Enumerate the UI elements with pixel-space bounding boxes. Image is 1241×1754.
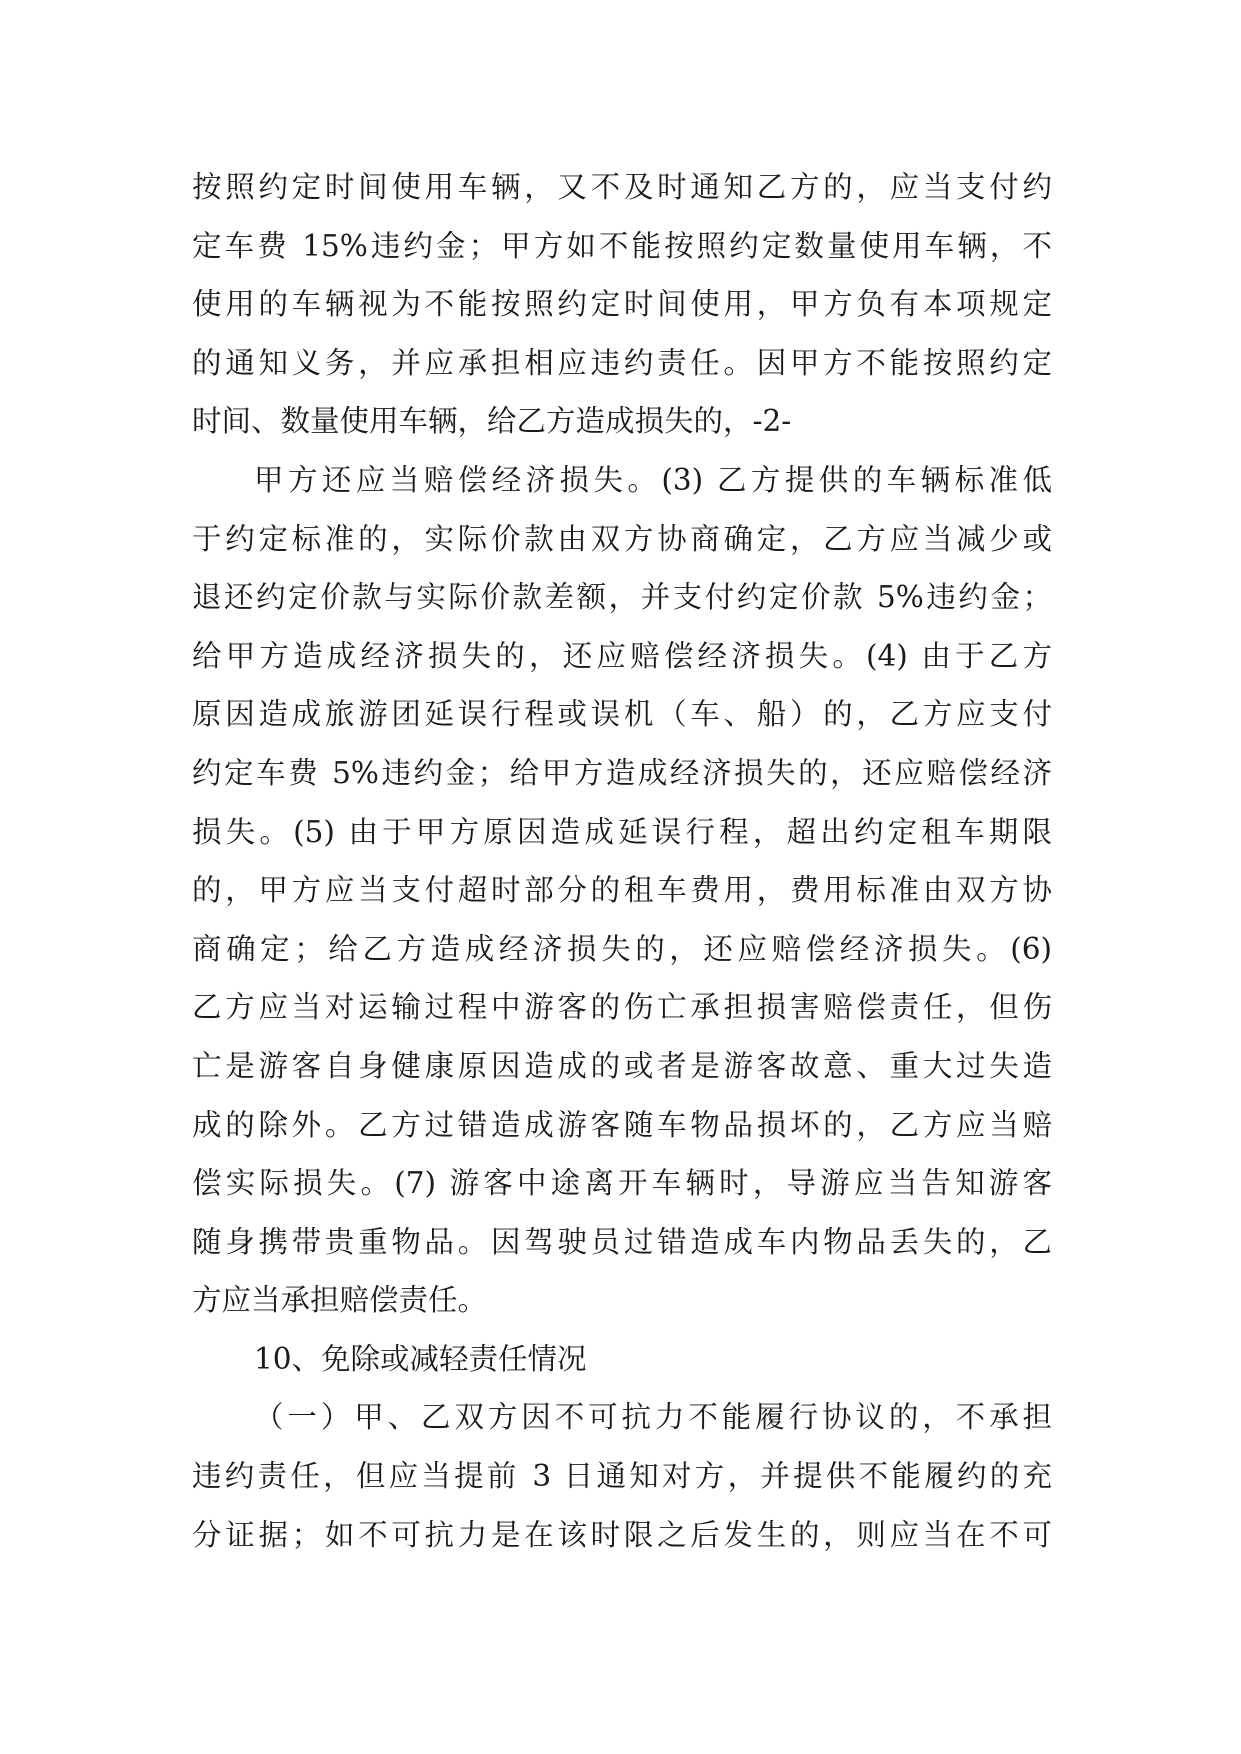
text-line: 偿实际损失。(7) 游客中途离开车辆时，导游应当告知游客 [192, 1166, 1052, 1201]
contract-text-body [192, 158, 1052, 1564]
text-line: 损失。(5) 由于甲方原因造成延误行程，超出约定租车期限 [192, 814, 1052, 849]
text-line: （一）甲、乙双方因不可抗力不能履行协议的，不承担 [254, 1400, 1052, 1435]
text-line: 给甲方造成经济损失的，还应赔偿经济损失。(4) 由于乙方 [192, 638, 1052, 673]
text-line: 退还约定价款与实际价款差额，并支付约定价款 5%违约金； [192, 580, 1052, 615]
text-line: 成的除外。乙方过错造成游客随车物品损坏的，乙方应当赔 [192, 1107, 1052, 1142]
text-line: 约定车费 5%违约金；给甲方造成经济损失的，还应赔偿经济 [192, 755, 1052, 790]
text-line: 的通知义务，并应承担相应违约责任。因甲方不能按照约定 [192, 345, 1052, 380]
text-line: 原因造成旅游团延误行程或误机（车、船）的，乙方应支付 [192, 697, 1052, 732]
text-line: 分证据；如不可抗力是在该时限之后发生的，则应当在不可 [192, 1517, 1052, 1552]
text-line: 乙方应当对运输过程中游客的伤亡承担损害赔偿责任，但伤 [192, 990, 1052, 1025]
text-line: 于约定标准的，实际价款由双方协商确定，乙方应当减少或 [192, 521, 1052, 556]
text-line: 违约责任，但应当提前 3 日通知对方，并提供不能履约的充 [192, 1459, 1052, 1494]
text-line: 10、免除或减轻责任情况 [254, 1341, 587, 1376]
text-line: 方应当承担赔偿责任。 [192, 1283, 488, 1318]
text-line: 时间、数量使用车辆，给乙方造成损失的，-2- [192, 404, 792, 439]
text-line: 使用的车辆视为不能按照约定时间使用，甲方负有本项规定 [192, 287, 1052, 322]
text-line: 随身携带贵重物品。因驾驶员过错造成车内物品丢失的，乙 [192, 1224, 1052, 1259]
text-line: 亡是游客自身健康原因造成的或者是游客故意、重大过失造 [192, 1048, 1052, 1083]
text-line: 甲方还应当赔偿经济损失。(3) 乙方提供的车辆标准低 [254, 462, 1052, 497]
text-line: 按照约定时间使用车辆，又不及时通知乙方的，应当支付约 [192, 170, 1052, 204]
text-line: 定车费 15%违约金；甲方如不能按照约定数量使用车辆，不 [192, 228, 1052, 263]
text-line: 商确定；给乙方造成经济损失的，还应赔偿经济损失。(6) [192, 931, 1052, 966]
text-line: 的，甲方应当支付超时部分的租车费用，费用标准由双方协 [192, 873, 1052, 908]
